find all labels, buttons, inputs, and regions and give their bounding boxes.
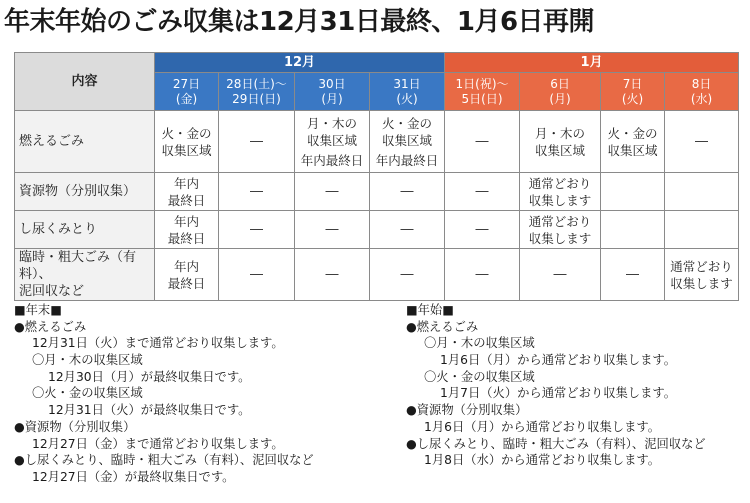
notes-line: ●資源物（分別収集） (406, 403, 528, 418)
notes-line: 〇火・金の収集区域 (32, 386, 143, 401)
notes-new-year (406, 302, 706, 469)
row-category: 燃えるごみ (15, 111, 155, 173)
notes-line: 1月6日（月）から通常どおり収集します。 (440, 353, 677, 368)
header-content: 内容 (15, 53, 155, 111)
table-cell: ― (219, 249, 295, 301)
notes-year-end (14, 302, 314, 486)
table-cell: ― (295, 173, 370, 211)
notes-line: 12月27日（金）が最終収集日です。 (32, 469, 235, 484)
table-cell: 火・金の 収集区域 年内最終日 (370, 111, 445, 173)
table-cell: ― (370, 173, 445, 211)
schedule-table (14, 52, 739, 301)
table-cell: ― (601, 249, 665, 301)
notes-line: 〇月・木の収集区域 (424, 336, 535, 351)
table-cell: ― (370, 249, 445, 301)
notes-line: 12月31日（火）まで通常どおり収集します。 (32, 336, 284, 351)
date-header: 8日 (水) (665, 73, 739, 111)
notes-line: ●し尿くみとり、臨時・粗大ごみ（有料）、泥回収など (14, 453, 314, 468)
table-cell: 年内 最終日 (155, 249, 219, 301)
table-cell: ― (219, 111, 295, 173)
table-cell: 年内 最終日 (155, 173, 219, 211)
date-header: 30日 (月) (295, 73, 370, 111)
month-january: 1月 (445, 53, 739, 73)
table-cell: 年内 最終日 (155, 211, 219, 249)
table-cell: ― (445, 111, 520, 173)
notes-line: ●燃えるごみ (14, 319, 87, 334)
table-cell: ― (295, 249, 370, 301)
notes-line: ●し尿くみとり、臨時・粗大ごみ（有料）、泥回収など (406, 436, 706, 451)
row-category: 臨時・粗大ごみ（有料）、 泥回収など (15, 249, 155, 301)
table-cell (601, 173, 665, 211)
table-row (15, 111, 739, 173)
table-cell: 通常どおり 収集します (520, 211, 601, 249)
notes-line: 12月27日（金）まで通常どおり収集します。 (32, 436, 284, 451)
month-december: 12月 (155, 53, 445, 73)
table-cell: ― (445, 249, 520, 301)
table-cell (665, 211, 739, 249)
notes-line: 1月8日（水）から通常どおり収集します。 (424, 453, 661, 468)
table-row (15, 211, 739, 249)
date-header: 7日 (火) (601, 73, 665, 111)
row-category: し尿くみとり (15, 211, 155, 249)
table-cell: 火・金の 収集区域 (155, 111, 219, 173)
table-row (15, 249, 739, 301)
table-cell (601, 211, 665, 249)
notes-line: 〇月・木の収集区域 (32, 353, 143, 368)
date-header: 6日 (月) (520, 73, 601, 111)
date-header: 27日 (金) (155, 73, 219, 111)
notes-line: 12月31日（火）が最終収集日です。 (48, 403, 251, 418)
table-cell: ― (520, 249, 601, 301)
date-header: 1日(祝)～ 5日(日) (445, 73, 520, 111)
notes-heading: ■年始■ (406, 303, 454, 317)
notes-heading: ■年末■ (14, 303, 62, 317)
page-title: 年末年始のごみ収集は12月31日最終、1月6日再開 (4, 7, 595, 37)
date-header: 31日 (火) (370, 73, 445, 111)
table-cell: ― (370, 211, 445, 249)
table-cell: ― (445, 173, 520, 211)
notes-line: ●燃えるごみ (406, 319, 479, 334)
table-cell: 通常どおり 収集します (520, 173, 601, 211)
date-header: 28日(土)～ 29日(日) (219, 73, 295, 111)
table-cell: 火・金の 収集区域 (601, 111, 665, 173)
table-row (15, 173, 739, 211)
notes-line: 12月30日（月）が最終収集日です。 (48, 369, 251, 384)
notes-line: 〇火・金の収集区域 (424, 369, 535, 384)
notes-line: 1月7日（火）から通常どおり収集します。 (440, 386, 677, 401)
table-cell: ― (295, 211, 370, 249)
notes-line: 1月6日（月）から通常どおり収集します。 (424, 419, 661, 434)
table-cell: ― (219, 211, 295, 249)
table-cell: ― (665, 111, 739, 173)
table-cell: 月・木の 収集区域 (520, 111, 601, 173)
notes-line: ●資源物（分別収集） (14, 419, 136, 434)
table-cell: 月・木の 収集区域 年内最終日 (295, 111, 370, 173)
row-category: 資源物（分別収集） (15, 173, 155, 211)
table-cell (665, 173, 739, 211)
table-cell: ― (445, 211, 520, 249)
table-cell: 通常どおり 収集します (665, 249, 739, 301)
table-cell: ― (219, 173, 295, 211)
